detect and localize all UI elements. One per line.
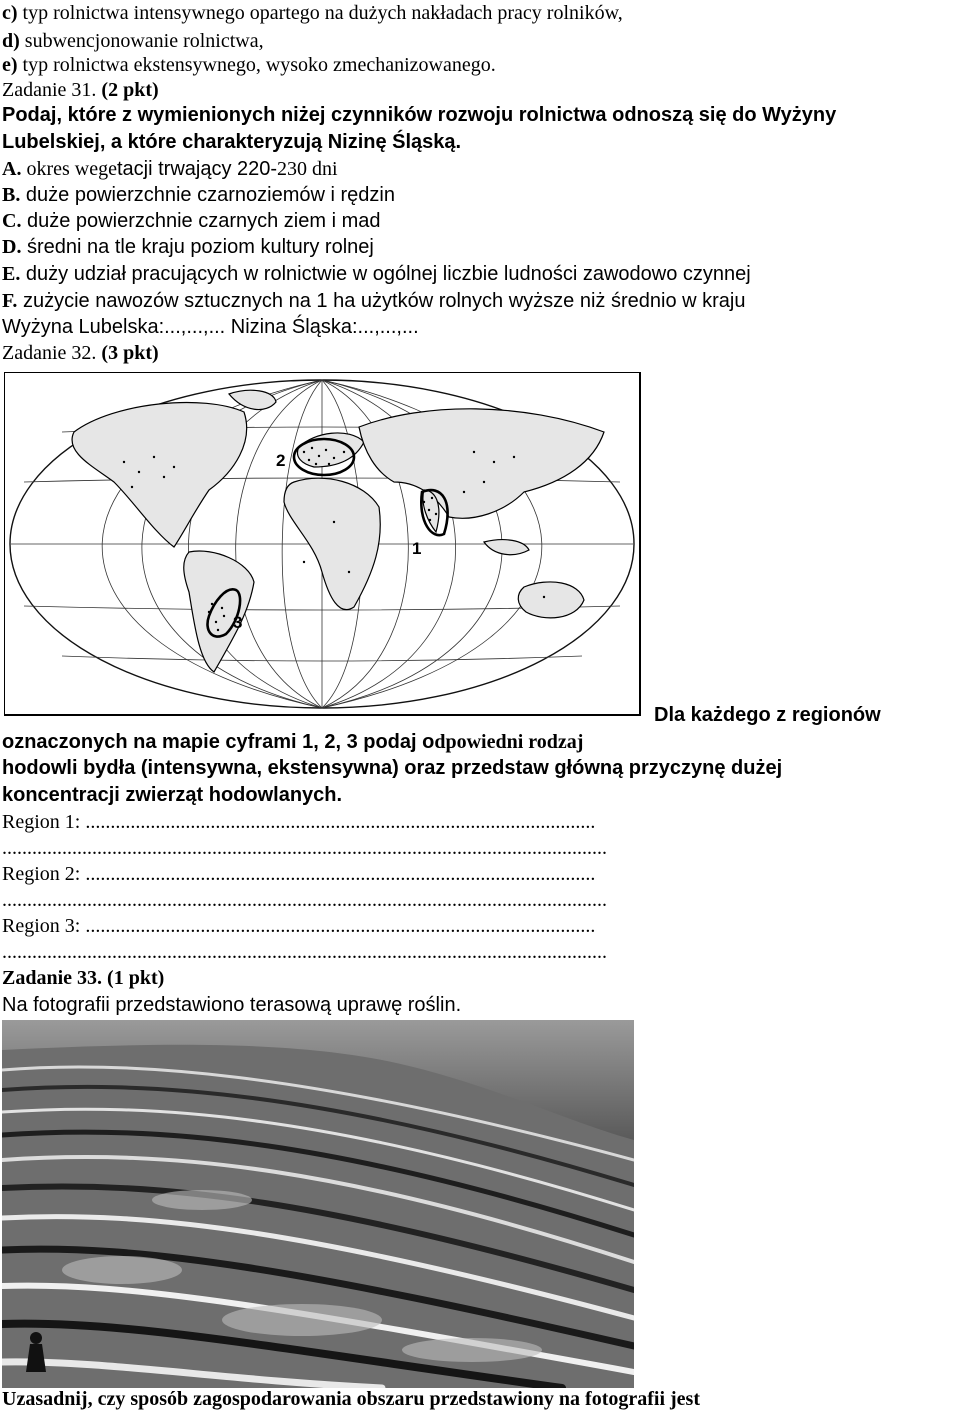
answer-dots-line: .........................................................................................................................: [2, 941, 607, 963]
task-31-option-c: C. duże powierzchnie czarnych ziem i mad: [2, 210, 381, 232]
task-31-heading: Zadanie 31. (2 pkt): [2, 79, 159, 101]
option-letter: c): [2, 2, 18, 24]
map-label-3: 3: [233, 613, 243, 632]
option-d-line: d) subwencjonowanie rolnictwa,: [2, 30, 264, 52]
region-2-answer: Region 2: ......................................................................................................: [2, 863, 596, 885]
task-31-answer-line: Wyżyna Lubelska:...,...,... Nizina Śląska:...,...,...: [2, 316, 419, 338]
task-33-description: Na fotografii przedstawiono terasową uprawę roślin.: [2, 994, 462, 1016]
option-letter: d): [2, 30, 20, 52]
task-31-question-line-2: Lubelskiej, a które charakteryzują Nizinę Śląską.: [2, 131, 462, 153]
task-33-heading: Zadanie 33. (1 pkt): [2, 967, 165, 989]
answer-dots-line: .........................................................................................................................: [2, 837, 607, 859]
option-e-line: e) typ rolnictwa ekstensywnego, wysoko zmechanizowanego.: [2, 54, 496, 76]
task-32-instruction-line-1: Dla każdego z regionów: [654, 704, 881, 726]
task-32-instruction-line-4: koncentracji zwierząt hodowlanych.: [2, 784, 343, 806]
task-32-instruction-line-3: hodowli bydła (intensywna, ekstensywna) oraz przedstaw główną przyczynę dużej: [2, 757, 783, 779]
terrace-photo: [2, 1020, 634, 1388]
task-31-option-f: F. zużycie nawozów sztucznych na 1 ha użytków rolnych wyższe niż średnio w kraju: [2, 290, 746, 312]
task-31-question-line-1: Podaj, które z wymienionych niżej czynników rozwoju rolnictwa odnoszą się do Wyżyny: [2, 104, 837, 126]
region-1-answer: Region 1: ......................................................................................................: [2, 811, 596, 833]
task-31-option-a: A. okres wegetacji trwający 220-230 dni: [2, 158, 338, 180]
task-31-option-e: E. duży udział pracujących w rolnictwie w ogólnej liczbie ludności zawodowo czynnej: [2, 263, 751, 285]
map-label-1: 1: [412, 539, 422, 558]
option-letter: e): [2, 54, 18, 76]
task-32-heading: Zadanie 32. (3 pkt): [2, 342, 159, 364]
answer-dots-line: .........................................................................................................................: [2, 889, 607, 911]
region-3-answer: Region 3: ......................................................................................................: [2, 915, 596, 937]
task-32-instruction-line-2: oznaczonych na mapie cyframi 1, 2, 3 podaj odpowiedni rodzaj: [2, 731, 584, 753]
task-33-bottom-question: Uzasadnij, czy sposób zagospodarowania obszaru przedstawiony na fotografii jest: [2, 1388, 700, 1410]
option-c-line: c) typ rolnictwa intensywnego opartego na dużych nakładach pracy rolników,: [2, 2, 623, 24]
task-31-option-d: D. średni na tle kraju poziom kultury rolnej: [2, 236, 374, 258]
task-31-option-b: B. duże powierzchnie czarnoziemów i rędzin: [2, 184, 395, 206]
world-map-figure: [4, 372, 642, 717]
map-label-2: 2: [276, 451, 286, 470]
